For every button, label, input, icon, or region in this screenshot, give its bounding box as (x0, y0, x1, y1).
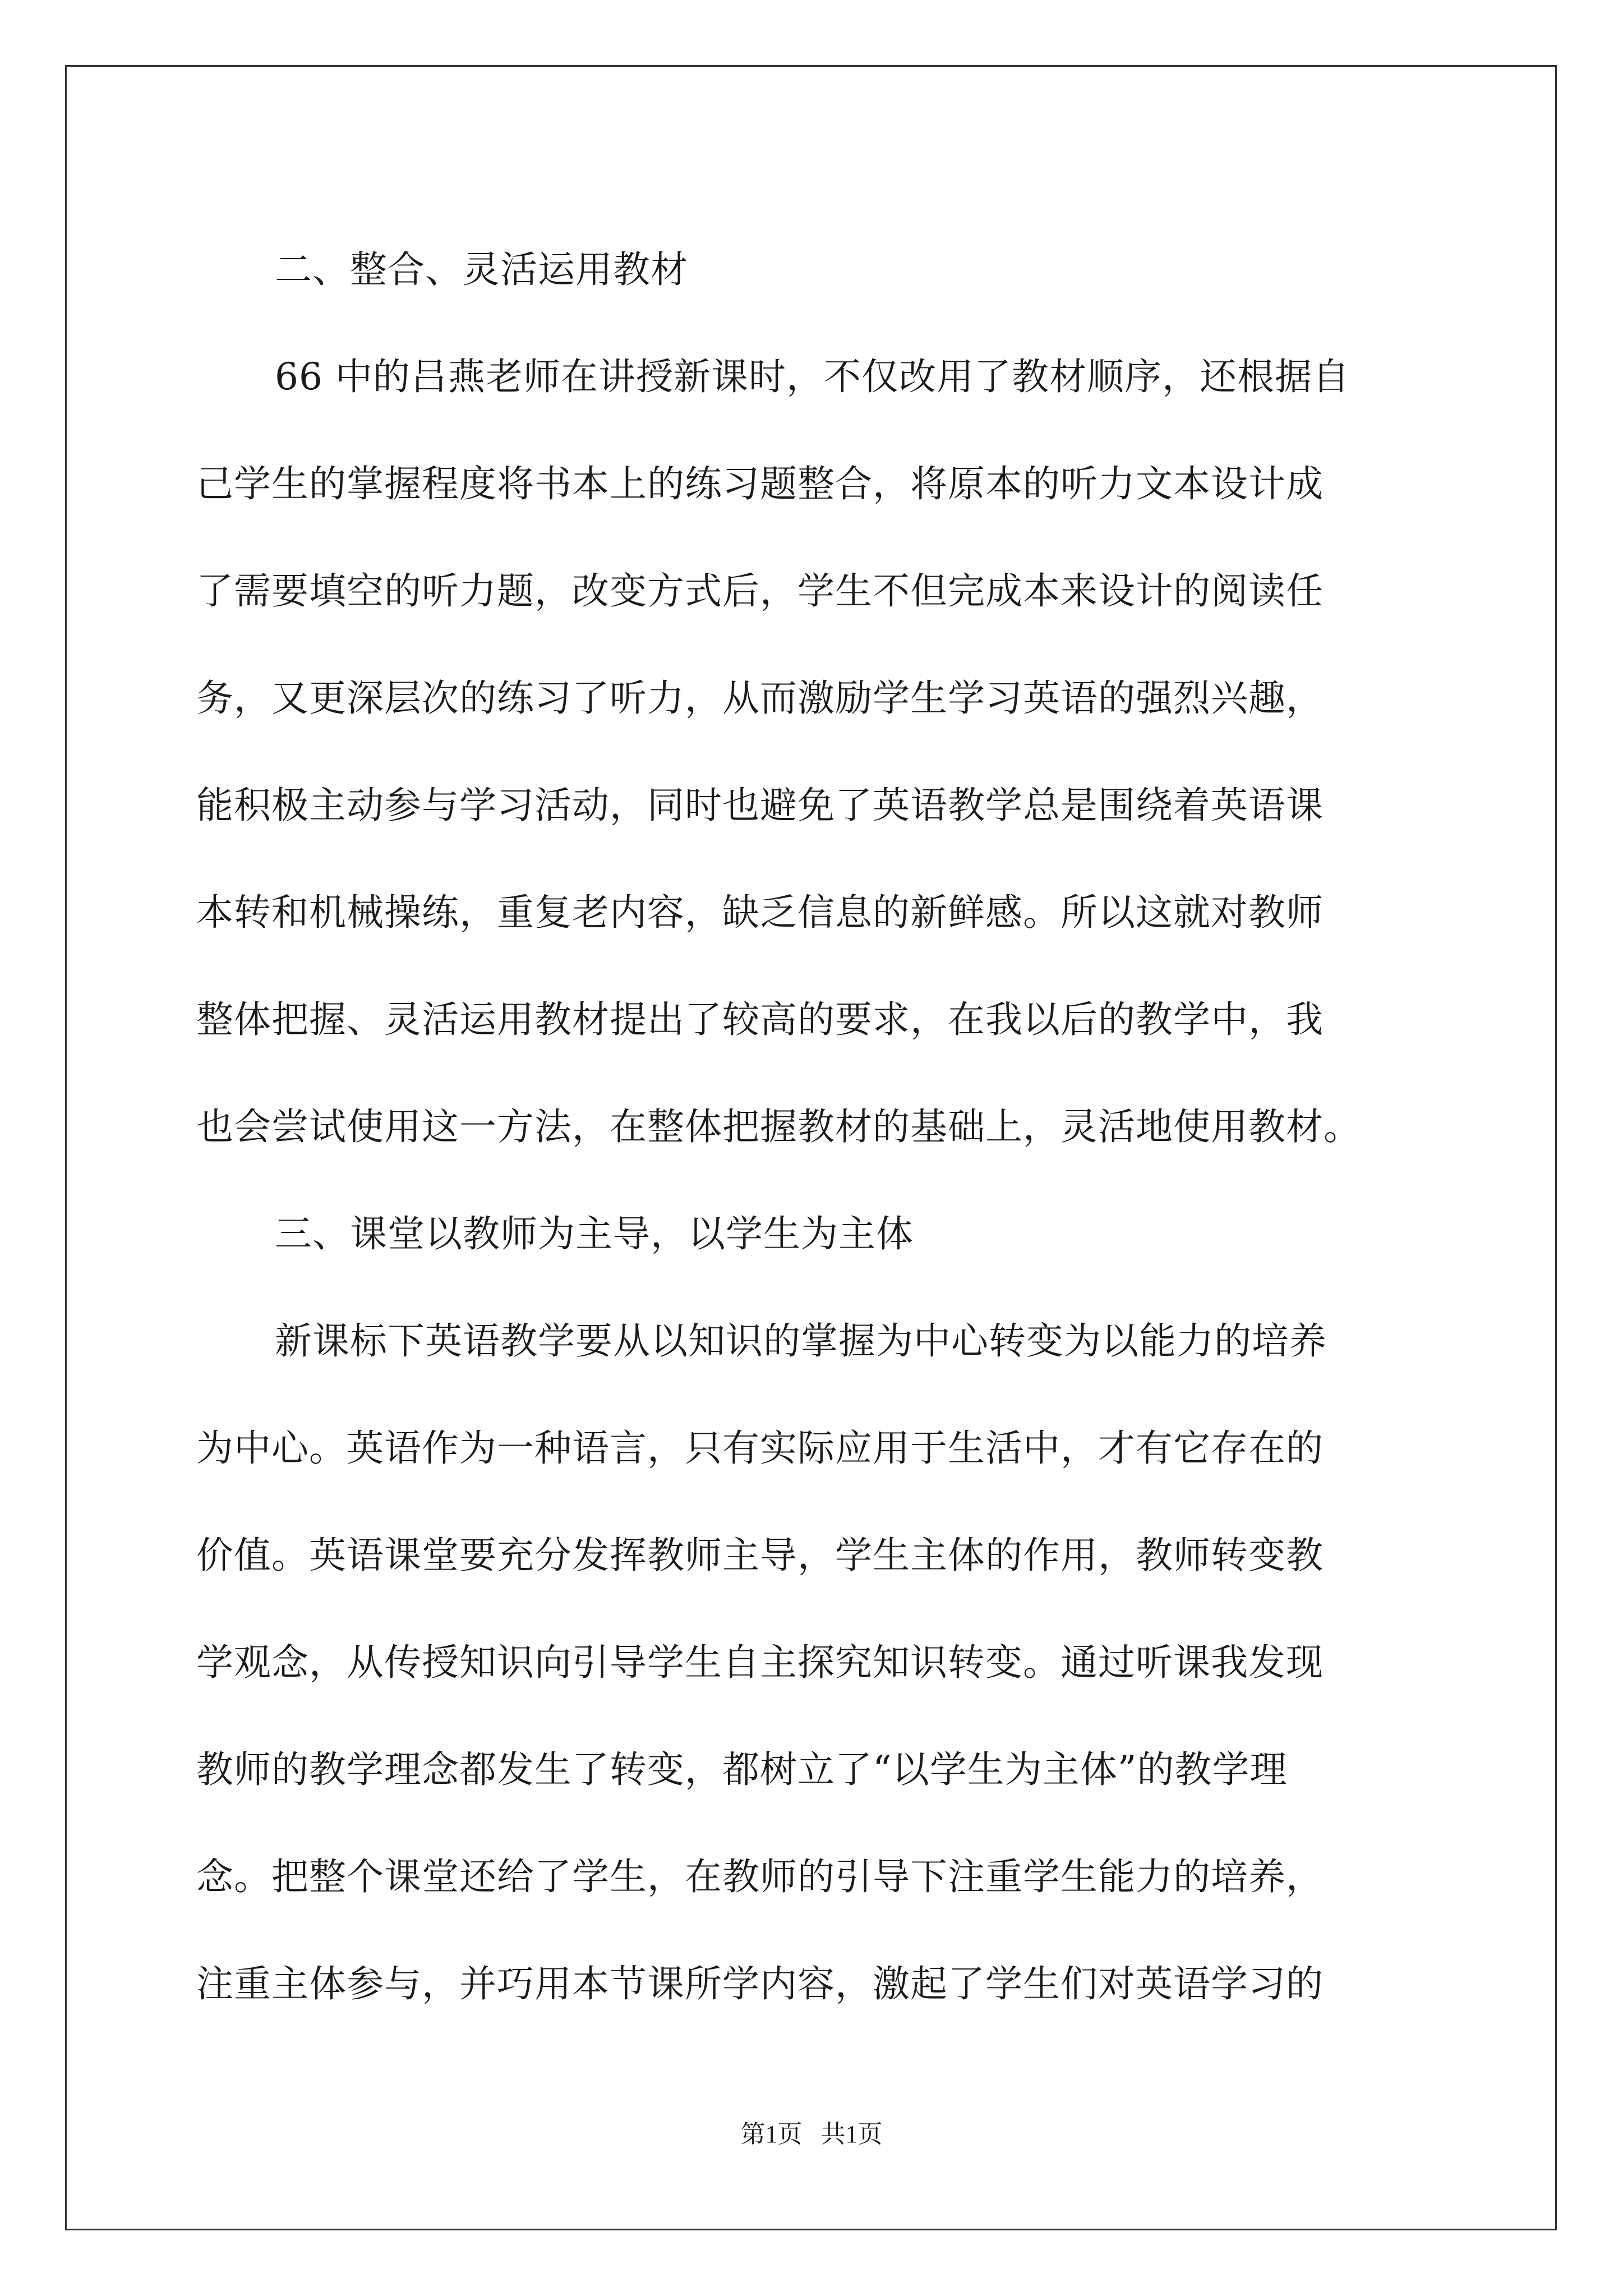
paragraph-line: 66 中的吕燕老师在讲授新课时，不仅改用了教材顺序，还根据自 (275, 355, 1350, 398)
paragraph-line: 己学生的掌握程度将书本上的练习题整合，将原本的听力文本设计成 (196, 462, 1324, 505)
page-total: 共1页 (820, 2120, 883, 2148)
paragraph-line: 整体把握、灵活运用教材提出了较高的要求，在我以后的教学中，我 (196, 998, 1324, 1041)
document-body (196, 216, 1430, 2037)
paragraph-line: 本转和机械操练，重复老内容，缺乏信息的新鲜感。所以这就对教师 (196, 891, 1324, 934)
paragraph-line: 学观念，从传授知识向引导学生自主探究知识转变。通过听课我发现 (196, 1641, 1324, 1684)
paragraph-line: 注重主体参与，并巧用本节课所学内容，激起了学生们对英语学习的 (196, 1962, 1324, 2005)
paragraph-line: 务，又更深层次的练习了听力，从而激励学生学习英语的强烈兴趣， (196, 677, 1324, 720)
paragraph-line: 念。把整个课堂还给了学生，在教师的引导下注重学生能力的培养， (196, 1855, 1324, 1898)
paragraph-line: 新课标下英语教学要从以知识的掌握为中心转变为以能力的培养 (275, 1319, 1327, 1363)
paragraph-line: 教师的教学理念都发生了转变，都树立了“以学生为主体”的教学理 (196, 1748, 1288, 1791)
paragraph-line: 为中心。英语作为一种语言，只有实际应用于生活中，才有它存在的 (196, 1427, 1324, 1470)
page-number: 第1页 (740, 2120, 803, 2148)
paragraph-line: 了需要填空的听力题，改变方式后，学生不但完成本来设计的阅读任 (196, 569, 1324, 613)
page-footer (0, 2118, 1623, 2151)
paragraph-line: 能积极主动参与学习活动，同时也避免了英语教学总是围绕着英语课 (196, 784, 1324, 827)
section-heading: 三、课堂以教师为主导，以学生为主体 (275, 1212, 914, 1255)
footer-spacer (803, 2120, 821, 2148)
paragraph-line: 也会尝试使用这一方法，在整体把握教材的基础上，灵活地使用教材。 (196, 1105, 1361, 1148)
paragraph-line: 价值。英语课堂要充分发挥教师主导，学生主体的作用，教师转变教 (196, 1534, 1324, 1577)
section-heading: 二、整合、灵活运用教材 (275, 248, 688, 291)
